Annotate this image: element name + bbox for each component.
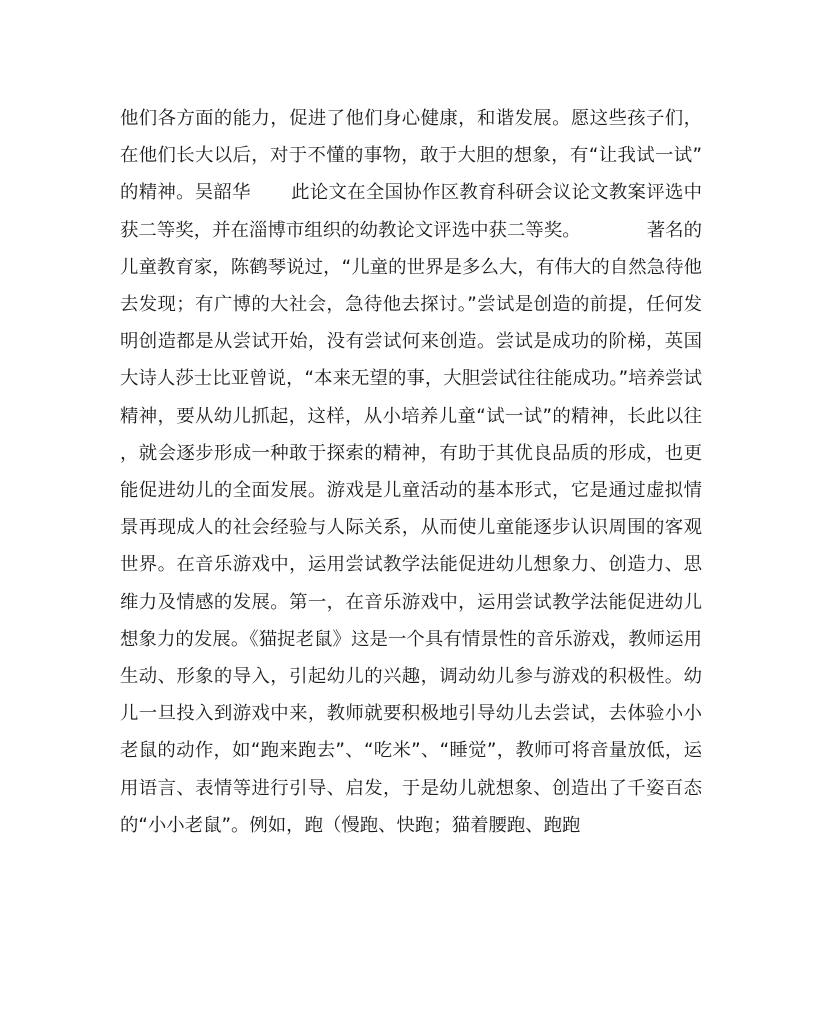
- paragraph-3: 著名的儿童教育家，陈鹤琴说过，“儿童的世界是多么大，有伟大的自然急待他去发现；有广博的大社会，急待他去探讨。”尝试是创造的前提，任何发明创造都是从尝试开始，没有尝试何来创造。尝试是成功的阶梯，英国大诗人莎士比亚曾说，“本来无望的事，大胆尝试往往能成功。”培养尝试精神，要从幼儿抓起，这样，从小培养儿童“试一试”的精神，长此以往，就会逐步形成一种敢于探索的精神，有助于其优良品质的形成，也更能促进幼儿的全面发展。游戏是儿童活动的基本形式，它是通过虚拟情景再现成人的社会经验与人际关系，从而使儿童能逐步认识周围的客观世界。在音乐游戏中，运用尝试教学法能促进幼儿想象力、创造力、思维力及情感的发展。第一，在音乐游戏中，运用尝试教学法能促进幼儿想象力的发展。《猫捉老鼠》这是一个具有情景性的音乐游戏，教师运用生动、形象的导入，引起幼儿的兴趣，调动幼儿参与游戏的积极性。幼儿一旦投入到游戏中来，教师就要积极地引导幼儿去尝试，去体验小小老鼠的动作，如“跑来跑去”、“吃米”、“睡觉”，教师可将音量放低，运用语言、表情等进行引导、启发，于是幼儿就想象、创造出了千姿百态的“小小老鼠”。例如，跑（慢跑、快跑；猫着腰跑、跑跑: [120, 219, 702, 836]
- paragraph-1: 他们各方面的能力，促进了他们身心健康，和谐发展。愿这些孩子们，在他们长大以后，对于不懂的事物，敢于大胆的想象，有“让我试一试”的精神。吴韶华: [120, 108, 702, 204]
- body-text: [120, 100, 702, 844]
- paragraph-2: 此论文在全国协作区教育科研会议论文教案评选中获二等奖，并在淄博市组织的幼教论文评选中获二等奖。: [120, 182, 702, 241]
